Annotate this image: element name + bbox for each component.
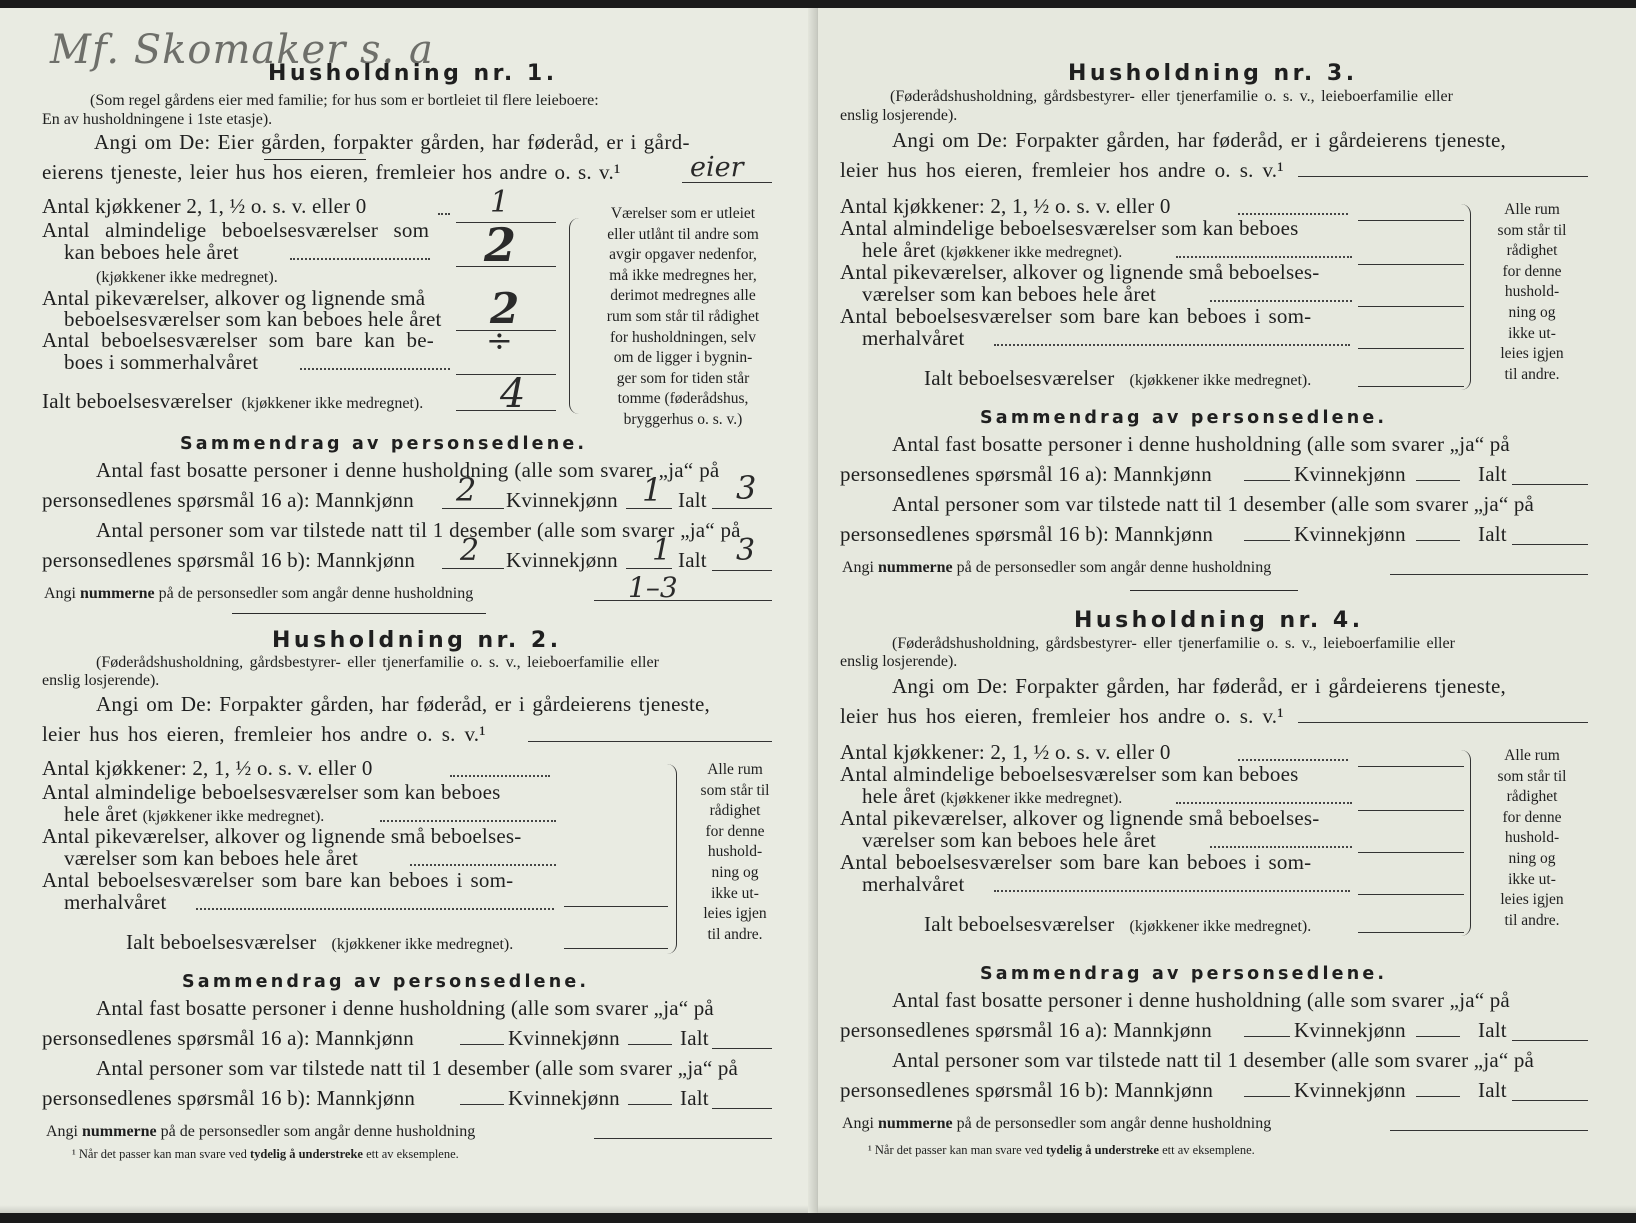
h3-a-male-line: [1244, 480, 1290, 481]
h1-a-male-line: [442, 508, 504, 509]
h4-side-note-line: Alle rum: [1504, 747, 1560, 764]
h3-angi-line-2: leier hus hos eieren, fremleier hos andre o. s. v.¹: [840, 158, 1284, 182]
h3-total-label: Ialt beboelsesværelser: [924, 366, 1115, 390]
h4-ownership-line: [1298, 722, 1588, 723]
h2-side-note-line: ikke ut-: [711, 884, 759, 902]
h4-maid-label-1: Antal pikeværelser, alkover og lignende små beboelses-: [840, 806, 1320, 830]
h4-summer-leader: [994, 890, 1350, 892]
h1-numbers-line: [594, 600, 772, 601]
h4-side-brace: [1458, 750, 1471, 936]
h4-total-note: (kjøkkener ikke medregnet).: [1129, 918, 1312, 935]
h1-summer-answer: ÷: [486, 321, 513, 359]
h1-side-note-line: avgir opgaver nedenfor,: [609, 246, 757, 264]
h2-rooms-note: (kjøkkener ikke medregnet).: [142, 808, 325, 825]
h1-ownership-line: [682, 182, 772, 183]
h4-rooms-leader: [1176, 802, 1352, 804]
h4-rooms-note: (kjøkkener ikke medregnet).: [940, 790, 1123, 807]
h3-numbers-line: [1390, 574, 1588, 575]
h1-b-female-label: Kvinnekjønn: [506, 548, 618, 572]
h1-a-total-label: Ialt: [678, 488, 707, 512]
h4-a-female-line: [1416, 1036, 1460, 1037]
h2-side-note-line: til andre.: [707, 925, 763, 943]
h1-b-male-line: [442, 568, 504, 569]
h2-side-note-line: Alle rum: [707, 761, 763, 778]
h2-side-note-line: rådighet: [709, 802, 761, 820]
h4-kitchens-leader: [1238, 759, 1348, 761]
h3-maid-label-1: Antal pikeværelser, alkover og lignende små beboelses-: [840, 260, 1320, 284]
footnote-text-c: ett av eksemplene.: [1162, 1143, 1255, 1157]
h2-side-note-line: ning og: [711, 863, 759, 881]
h4-numbers-line: [1390, 1130, 1588, 1131]
h1-a-line-2: [42, 490, 414, 511]
h4-numbers-label-a: Angi: [842, 1115, 874, 1132]
h2-total-note: (kjøkkener ikke medregnet).: [331, 936, 514, 953]
h3-maid-label-2: værelser som kan beboes hele året: [862, 282, 1157, 306]
h3-summer-label-2: merhalvåret: [862, 326, 965, 350]
h2-a-line-1: Antal fast bosatte personer i denne husholdning (alle som svarer „ja“ på: [96, 996, 714, 1020]
document-spread: [0, 8, 1636, 1213]
h1-kitchens-answer: 1: [490, 185, 510, 220]
h3-summary-title: Sammendrag av personsedlene.: [980, 408, 1388, 428]
h2-summer-line: [564, 906, 668, 907]
h4-a-total-line: [1512, 1040, 1588, 1041]
h3-rooms-note: (kjøkkener ikke medregnet).: [940, 244, 1123, 261]
h4-total-line: [1358, 932, 1464, 933]
h1-kitchens-leader: [438, 213, 450, 215]
h4-intro-line-1: (Føderådshusholdning, gårdsbestyrer- eller tjenerfamilie o. s. v., leieboerfamilie eller: [892, 635, 1455, 652]
footnote-text-a: ¹ Når det passer kan man svare ved: [868, 1143, 1043, 1157]
h3-b-male-line: [1244, 540, 1290, 541]
h3-rooms-line: [1358, 264, 1464, 265]
h1-side-note-line: eller utlånt til andre som: [607, 225, 759, 243]
h3-side-note-line: hushold-: [1504, 283, 1560, 301]
h2-kitchens-label: Antal kjøkkener: 2, 1, ½ o. s. v. eller 0: [42, 756, 373, 780]
h1-side-note-line: om de ligger i bygnin-: [613, 349, 753, 367]
h1-a-total-line: [712, 508, 772, 509]
h3-side-note-line: for denne: [1502, 262, 1562, 280]
h3-kitchens-leader: [1238, 213, 1348, 215]
h3-b-female-line: [1416, 540, 1460, 541]
h4-summer-label-2: merhalvåret: [862, 872, 965, 896]
h4-side-note-line: rådighet: [1506, 788, 1558, 806]
h1-a-male-label: personsedlenes spørsmål 16 a): Mannkjønn: [42, 488, 414, 512]
h2-b-line-1: Antal personer som var tilstede natt til 1 desember (alle som svarer „ja“ på: [96, 1056, 739, 1080]
h2-summer-leader: [196, 908, 554, 910]
h4-kitchens-line: [1358, 766, 1464, 767]
h3-summer-label-1: Antal beboelsesværelser som bare kan beboes i som-: [840, 304, 1312, 328]
h4-summary-title: Sammendrag av personsedlene.: [980, 964, 1388, 984]
h2-kitchens-leader: [450, 775, 550, 777]
h1-b-total-line: [712, 570, 772, 571]
h1-total-answer: 4: [500, 371, 526, 417]
h1-side-note-line: tomme (føderådshus,: [617, 390, 749, 408]
h1-b-total-label: Ialt: [678, 548, 707, 572]
h2-maid-label-1: Antal pikeværelser, alkover og lignende små beboelses-: [42, 824, 522, 848]
h2-a-male-line: [460, 1044, 504, 1045]
h2-side-note-line: hushold-: [707, 843, 763, 861]
h1-b-total-answer: 3: [736, 533, 756, 568]
h3-b-line-2: personsedlenes spørsmål 16 b): Mannkjønn: [840, 522, 1214, 546]
h4-side-note-line: til andre.: [1504, 911, 1560, 929]
h2-b-total-label: Ialt: [680, 1086, 709, 1110]
h4-numbers-row: [842, 1116, 1271, 1132]
h4-summer-line: [1358, 894, 1464, 895]
h4-a-female-label: Kvinnekjønn: [1294, 1018, 1406, 1042]
h3-numbers-label-c: på de personsedler som angår denne husholdning: [956, 559, 1272, 576]
h3-a-female-line: [1416, 480, 1460, 481]
h4-a-male-line: [1244, 1036, 1290, 1037]
h3-side-note: [1478, 200, 1586, 385]
h3-side-note-line: ning og: [1508, 303, 1556, 321]
h3-summer-leader: [994, 344, 1350, 346]
h2-rooms-label-1: Antal almindelige beboelsesværelser som kan beboes: [42, 780, 501, 804]
h1-summer-label-1: Antal beboelsesværelser som bare kan be-: [42, 328, 434, 352]
h4-title: Husholdning nr. 4.: [1074, 608, 1364, 633]
h1-summary-title: Sammendrag av personsedlene.: [180, 434, 588, 454]
h1-side-note-line: må ikke medregnes her,: [609, 266, 757, 284]
h1-maid-label-2: beboelsesværelser som kan beboes hele året: [64, 307, 442, 331]
h4-side-note-line: ikke ut-: [1508, 870, 1556, 888]
h1-rooms-answer: 2: [484, 218, 517, 272]
h3-side-note-line: leies igjen: [1500, 345, 1564, 363]
h1-a-total-answer: 3: [736, 469, 757, 507]
h3-b-total-line: [1512, 544, 1588, 545]
h3-title: Husholdning nr. 3.: [1068, 61, 1358, 86]
h1-kitchens-label: Antal kjøkkener 2, 1, ½ o. s. v. eller 0: [42, 194, 367, 218]
h3-numbers-label-b: nummerne: [878, 559, 953, 576]
h2-side-brace: [664, 764, 677, 954]
h2-ownership-line: [528, 741, 772, 742]
h1-total-line: [456, 410, 556, 411]
h2-numbers-label-c: på de personsedler som angår denne husholdning: [160, 1123, 476, 1140]
h2-title: Husholdning nr. 2.: [272, 628, 562, 653]
h4-rooms-row-2: [862, 786, 1122, 807]
right-page: [818, 8, 1636, 1213]
h1-side-note-line: Værelser som er utleiet: [610, 205, 756, 222]
h1-total-row: [42, 391, 423, 412]
h4-side-note-line: hushold-: [1504, 829, 1560, 847]
h1-side-note-line: derimot medregnes alle: [610, 287, 756, 305]
h1-a-male-answer: 2: [456, 471, 477, 509]
h2-summer-label-2: merhalvåret: [64, 890, 167, 914]
h1-separator: [232, 613, 486, 614]
h4-side-note-line: leies igjen: [1500, 891, 1564, 909]
h1-maid-label-1: Antal pikeværelser, alkover og lignende små: [42, 286, 426, 310]
h3-a-female-label: Kvinnekjønn: [1294, 462, 1406, 486]
h1-angi-line-2: eierens tjeneste, leier hus hos eieren, fremleier hos andre o. s. v.¹: [42, 160, 621, 184]
h2-summary-title: Sammendrag av personsedlene.: [182, 972, 590, 992]
h2-side-note-line: leies igjen: [703, 905, 767, 923]
h2-a-line-2: personsedlenes spørsmål 16 a): Mannkjønn: [42, 1026, 414, 1050]
h2-numbers-label-a: Angi: [46, 1123, 78, 1140]
right-footnote: [868, 1144, 1255, 1157]
h1-numbers-answer: 1–3: [628, 571, 678, 604]
h1-summer-label-2: boes i sommerhalvåret: [64, 350, 259, 374]
left-footnote: [72, 1148, 459, 1161]
h3-b-female-label: Kvinnekjønn: [1294, 522, 1406, 546]
h3-side-note-line: til andre.: [1504, 365, 1560, 383]
h3-rooms-row-2: [862, 240, 1122, 261]
h2-side-note: [682, 760, 788, 945]
h1-side-note: [584, 204, 782, 431]
h3-rooms-label-2: hele året: [862, 238, 936, 262]
h1-side-note-line: for husholdningen, selv: [610, 328, 756, 346]
h4-b-line-2: personsedlenes spørsmål 16 b): Mannkjønn: [840, 1078, 1214, 1102]
h3-separator: [1130, 590, 1298, 591]
h4-a-line-1: Antal fast bosatte personer i denne husholdning (alle som svarer „ja“ på: [892, 988, 1510, 1012]
h2-maid-label-2: værelser som kan beboes hele året: [64, 846, 359, 870]
h4-rooms-label-1: Antal almindelige beboelsesværelser som kan beboes: [840, 762, 1299, 786]
h2-rooms-row-2: [64, 804, 324, 825]
h1-total-label: Ialt beboelsesværelser: [42, 389, 233, 413]
h2-angi-line-1: Angi om De: Forpakter gården, har føderåd, er i gårdeierens tjeneste,: [96, 692, 710, 716]
h3-rooms-label-1: Antal almindelige beboelsesværelser som kan beboes: [840, 216, 1299, 240]
h3-maid-line: [1358, 306, 1464, 307]
h3-numbers-row: [842, 560, 1271, 576]
h2-total-line: [564, 948, 668, 949]
h2-side-note-line: for denne: [705, 822, 765, 840]
h3-total-note: (kjøkkener ikke medregnet).: [1129, 372, 1312, 389]
h4-side-note-line: for denne: [1502, 808, 1562, 826]
h1-b-line-2: personsedlenes spørsmål 16 b): Mannkjønn: [42, 548, 416, 572]
h4-summer-label-1: Antal beboelsesværelser som bare kan beboes i som-: [840, 850, 1312, 874]
h1-intro-text-1: (Som regel gårdens eier med familie; for hus som er bortleiet til flere leieboere:: [90, 92, 599, 109]
h4-side-note-line: ning og: [1508, 849, 1556, 867]
h3-angi-line-1: Angi om De: Forpakter gården, har føderåd, er i gårdeierens tjeneste,: [892, 128, 1506, 152]
h4-maid-line: [1358, 852, 1464, 853]
h1-side-note-line: ger som for tiden står: [616, 369, 750, 387]
h4-angi-line-2: leier hus hos eieren, fremleier hos andre o. s. v.¹: [840, 704, 1284, 728]
h1-a-female-line: [626, 508, 672, 509]
h1-numbers-row: [44, 586, 473, 602]
h4-numbers-label-b: nummerne: [878, 1115, 953, 1132]
h2-maid-leader: [410, 864, 556, 866]
h4-angi-line-1: Angi om De: Forpakter gården, har føderåd, er i gårdeierens tjeneste,: [892, 674, 1506, 698]
h4-intro-line-2: enslig losjerende).: [840, 653, 958, 670]
footnote-text-a: ¹ Når det passer kan man svare ved: [72, 1147, 247, 1161]
h2-a-female-line: [628, 1044, 672, 1045]
h4-b-male-line: [1244, 1096, 1290, 1097]
h3-total-row: [924, 368, 1311, 389]
right-page-shadow: [818, 1205, 1636, 1213]
h4-side-note: [1478, 746, 1586, 931]
h3-numbers-label-a: Angi: [842, 559, 874, 576]
h1-maid-answer: 2: [490, 284, 520, 333]
h1-rooms-note: (kjøkkener ikke medregnet).: [96, 269, 278, 286]
h2-b-female-label: Kvinnekjønn: [508, 1086, 620, 1110]
h1-b-female-line: [626, 568, 672, 569]
h1-side-note-line: bryggerhus o. s. v.): [623, 410, 743, 428]
h2-numbers-row: [46, 1124, 475, 1140]
h1-intro-line-1: [90, 93, 772, 109]
h2-total-label: Ialt beboelsesværelser: [126, 930, 317, 954]
h4-b-line-1: Antal personer som var tilstede natt til 1 desember (alle som svarer „ja“ på: [892, 1048, 1535, 1072]
h4-rooms-line: [1358, 810, 1464, 811]
h2-intro-line-1: (Føderådshusholdning, gårdsbestyrer- eller tjenerfamilie o. s. v., leieboerfamilie eller: [96, 654, 659, 671]
h3-a-line-2: personsedlenes spørsmål 16 a): Mannkjønn: [840, 462, 1212, 486]
h1-title: Husholdning nr. 1.: [268, 61, 558, 86]
h3-rooms-leader: [1176, 256, 1352, 258]
footnote-text-b: tydelig å understreke: [250, 1147, 363, 1161]
h4-total-label: Ialt beboelsesværelser: [924, 912, 1115, 936]
left-page-shadow: [0, 1205, 816, 1213]
h4-rooms-label-2: hele året: [862, 784, 936, 808]
h1-a-female-label: Kvinnekjønn: [506, 488, 618, 512]
h4-a-line-2: personsedlenes spørsmål 16 a): Mannkjønn: [840, 1018, 1212, 1042]
h1-b-female-answer: 1: [652, 533, 672, 568]
h2-side-note-line: som står til: [700, 781, 770, 799]
h1-ownership-answer: eier: [690, 152, 744, 183]
h2-b-female-line: [628, 1104, 672, 1105]
h3-b-line-1: Antal personer som var tilstede natt til 1 desember (alle som svarer „ja“ på: [892, 492, 1535, 516]
h3-kitchens-label: Antal kjøkkener: 2, 1, ½ o. s. v. eller 0: [840, 194, 1171, 218]
h3-a-total-line: [1512, 484, 1588, 485]
h2-summer-label-1: Antal beboelsesværelser som bare kan beboes i som-: [42, 868, 514, 892]
h3-maid-leader: [1210, 300, 1352, 302]
h2-rooms-label-2: hele året: [64, 802, 138, 826]
h2-rooms-leader: [380, 820, 556, 822]
h1-numbers-label-a: Angi: [44, 585, 76, 602]
h1-summer-leader: [300, 368, 450, 370]
h1-numbers-label-c: på de personsedler som angår denne husholdning: [158, 585, 474, 602]
h2-numbers-line: [594, 1138, 772, 1139]
h1-side-note-line: rum som står til rådighet: [606, 307, 760, 325]
h3-total-line: [1358, 386, 1464, 387]
h1-b-male-answer: 2: [460, 533, 480, 568]
h4-numbers-label-c: på de personsedler som angår denne husholdning: [956, 1115, 1272, 1132]
h1-intro-line-2: En av husholdningene i 1ste etasje).: [42, 111, 273, 128]
h2-a-female-label: Kvinnekjønn: [508, 1026, 620, 1050]
footnote-text-c: ett av eksemplene.: [366, 1147, 459, 1161]
h2-total-row: [126, 932, 513, 953]
h4-a-total-label: Ialt: [1478, 1018, 1507, 1042]
h4-b-female-label: Kvinnekjønn: [1294, 1078, 1406, 1102]
h4-maid-label-2: værelser som kan beboes hele året: [862, 828, 1157, 852]
h1-a-female-answer: 1: [642, 471, 663, 509]
h1-rooms-label-2: kan beboes hele året: [64, 240, 239, 264]
h3-side-brace: [1458, 204, 1471, 390]
h3-b-total-label: Ialt: [1478, 522, 1507, 546]
h1-rooms-line: [456, 266, 556, 267]
h2-a-total-label: Ialt: [680, 1026, 709, 1050]
h3-ownership-line: [1298, 176, 1588, 177]
footnote-text-b: tydelig å understreke: [1046, 1143, 1159, 1157]
h2-a-total-line: [712, 1048, 772, 1049]
h1-angi-line-1: Angi om De: Eier gården, forpakter gården, har føderåd, er i gård-: [94, 130, 690, 154]
archive-handwritten-note: Mf. Skomaker s. a: [50, 27, 434, 73]
h3-side-note-line: rådighet: [1506, 242, 1558, 260]
h2-b-male-line: [460, 1104, 504, 1105]
h4-b-total-label: Ialt: [1478, 1078, 1507, 1102]
h2-b-line-2: personsedlenes spørsmål 16 b): Mannkjønn: [42, 1086, 416, 1110]
h3-intro-line-2: enslig losjerende).: [840, 107, 958, 124]
h3-side-note-line: Alle rum: [1504, 201, 1560, 218]
h4-kitchens-label: Antal kjøkkener: 2, 1, ½ o. s. v. eller 0: [840, 740, 1171, 764]
h2-angi-line-2: leier hus hos eieren, fremleier hos andre o. s. v.¹: [42, 722, 486, 746]
h2-intro-line-2: enslig losjerende).: [42, 672, 160, 689]
h1-numbers-label-b: nummerne: [80, 585, 155, 602]
h3-a-total-label: Ialt: [1478, 462, 1507, 486]
h1-rooms-label-1: Antal almindelige beboelsesværelser som: [42, 218, 430, 242]
h1-b-line-1: Antal personer som var tilstede natt til 1 desember (alle som svarer „ja“ på: [96, 518, 741, 542]
h3-kitchens-line: [1358, 220, 1464, 221]
h3-summer-line: [1358, 348, 1464, 349]
h1-rooms-leader: [290, 258, 430, 260]
h3-intro-line-1: (Føderådshusholdning, gårdsbestyrer- eller tjenerfamilie o. s. v., leieboerfamilie eller: [890, 88, 1453, 105]
h4-b-total-line: [1512, 1100, 1588, 1101]
h4-total-row: [924, 914, 1311, 935]
h2-numbers-label-b: nummerne: [82, 1123, 157, 1140]
left-page: [0, 8, 816, 1213]
h2-b-total-line: [712, 1108, 772, 1109]
h3-side-note-line: ikke ut-: [1508, 324, 1556, 342]
h1-a-line-1: Antal fast bosatte personer i denne husholdning (alle som svarer „ja“ på: [96, 458, 720, 482]
h4-maid-leader: [1210, 846, 1352, 848]
h4-side-note-line: som står til: [1497, 767, 1567, 785]
h4-b-female-line: [1416, 1096, 1460, 1097]
h1-total-note: (kjøkkener ikke medregnet).: [241, 395, 424, 412]
h3-side-note-line: som står til: [1497, 221, 1567, 239]
h3-a-line-1: Antal fast bosatte personer i denne husholdning (alle som svarer „ja“ på: [892, 432, 1510, 456]
h1-side-brace: [569, 218, 582, 414]
